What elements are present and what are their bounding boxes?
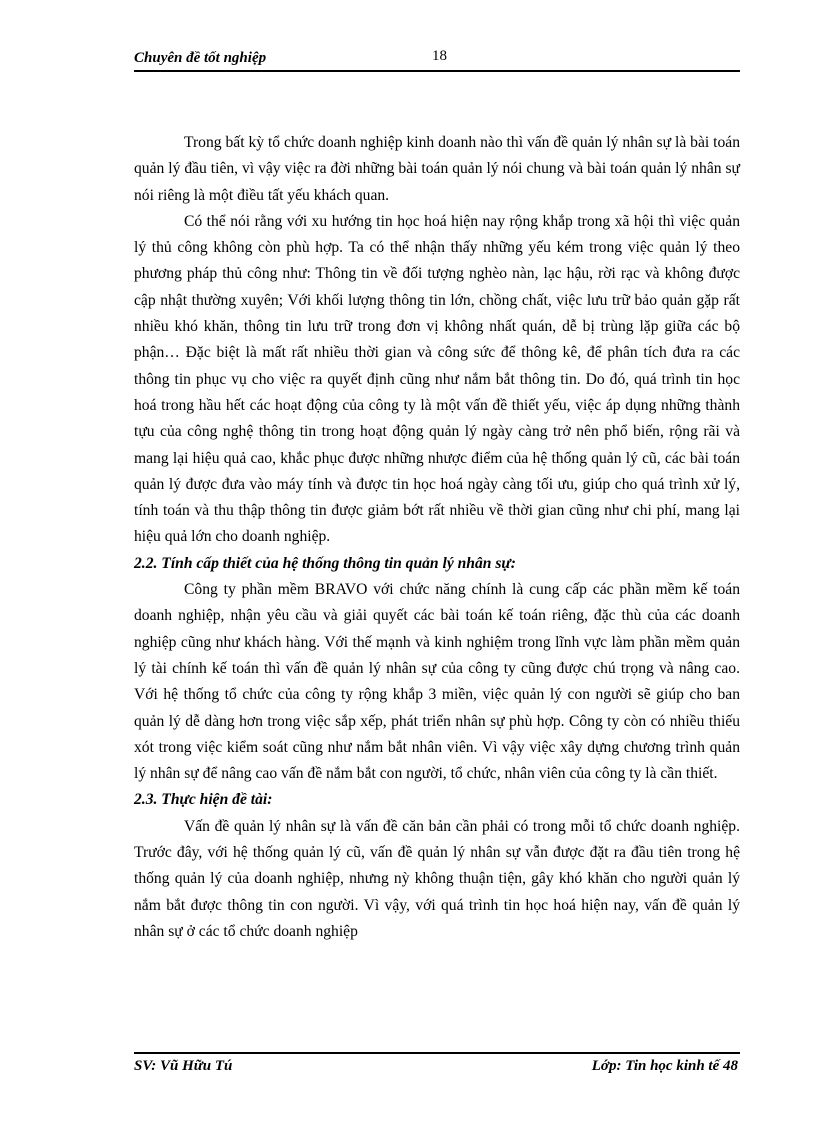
page-footer	[134, 1058, 740, 1080]
page-number: 18	[432, 48, 447, 64]
section-heading-2-3: 2.3. Thực hiện đề tài:	[134, 791, 273, 809]
class-name: Lớp: Tin học kinh tế 48	[591, 1058, 738, 1074]
document-title: Chuyên đề tốt nghiệp	[134, 50, 267, 66]
paragraph-intro: Trong bất kỳ tổ chức doanh nghiệp kinh doanh nào thì vấn đề quản lý nhân sự là bài toán quản lý đầu tiên, vì vậy việc ra đời những bài toán quản lý nói chung và bài toán quản lý nhân sự nói riêng là một điều tất yếu khách quan.	[134, 134, 740, 204]
page-body	[134, 130, 740, 945]
header-divider	[134, 70, 740, 72]
student-name: SV: Vũ Hữu Tú	[134, 1058, 233, 1074]
page-header	[134, 46, 740, 72]
footer-divider	[134, 1052, 740, 1054]
section-heading-2-2: 2.2. Tính cấp thiết của hệ thống thông tin quản lý nhân sự:	[134, 554, 516, 572]
paragraph-bravo: Công ty phần mềm BRAVO với chức năng chính là cung cấp các phần mềm kế toán doanh nghiệp, nhận yêu cầu và giải quyết các bài toán kế toán riêng, đặc thù của các doanh nghiệp cũng như khách hàng. Với thế mạnh và kinh nghiệm trong lĩnh vực làm phần mềm quản lý tài chính kế toán thì vấn đề quản lý nhân sự của công ty cũng được chú trọng và nâng cao. Với hệ thống tổ chức của công ty rộng khắp 3 miền, việc quản lý con người sẽ giúp cho ban quản lý dễ dàng hơn trong việc sắp xếp, phát triển nhân sự phù hợp. Công ty còn có nhiều thiếu xót trong việc kiểm soát cũng như nắm bắt nhân viên. Vì vậy việc xây dựng chương trình quản lý nhân sự để nâng cao vấn đề nắm bắt con người, tổ chức, nhân viên của công ty là cần thiết.	[134, 581, 740, 783]
paragraph-implementation: Vấn đề quản lý nhân sự là vấn đề căn bản cần phải có trong mỗi tổ chức doanh nghiệp. Trước đây, với hệ thống quản lý cũ, vấn đề quản lý nhân sự vẫn được đặt ra đầu tiên trong hệ thống quản lý của doanh nghiệp, nhưng nỳ không thuận tiện, gây khó khăn cho người quản lý nắm bắt được thông tin con người. Vì vậy, với quá trình tin học hoá hiện nay, vấn đề quản lý nhân sự ở các tổ chức doanh nghiệp	[134, 817, 740, 940]
paragraph-informatization: Có thể nói rằng với xu hướng tin học hoá hiện nay rộng khắp trong xã hội thì việc quản lý thủ công không còn phù hợp. Ta có thể nhận thấy những yếu kém trong việc quản lý theo phương pháp thủ công như: Thông tin về đối tượng nghèo nàn, lạc hậu, rời rạc và không được cập nhật thường xuyên; Với khối lượng thông tin lớn, chồng chất, việc lưu trữ bảo quản gặp rất nhiều khó khăn, thông tin lưu trữ trong đơn vị không nhất quán, dễ bị trùng lặp giữa các bộ phận… Đặc biệt là mất rất nhiều thời gian và công sức để thông kê, để phân tích đưa ra các thông tin phục vụ cho việc ra quyết định cũng như nắm bắt thông tin. Do đó, quá trình tin học hoá trong hầu hết các hoạt động của công ty là một vấn đề thiết yếu, việc áp dụng những thành tựu của công nghệ thông tin trong hoạt động quản lý ngày càng trở nên phổ biến, rộng rãi và mang lại hiệu quả cao, khắc phục được những nhược điểm của hệ thống quản lý cũ, các bài toán quản lý được đưa vào máy tính và được tin học hoá ngày càng tối ưu, giúp cho quá trình xử lý, tính toán và thu thập thông tin được giảm bớt rất nhiều về thời gian cũng như chi phí, mang lại hiệu quả lớn cho doanh nghiệp.	[134, 212, 740, 546]
